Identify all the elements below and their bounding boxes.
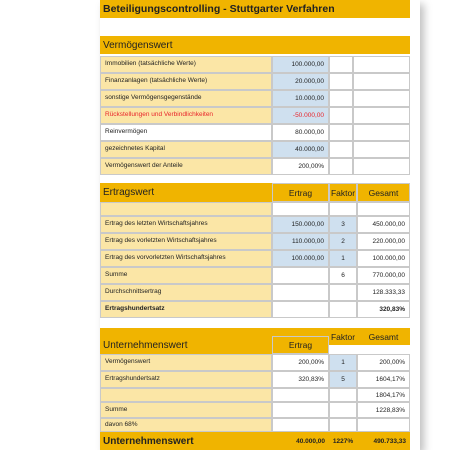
value-cell: 80.000,00	[272, 124, 329, 141]
column-header-faktor: Faktor	[329, 328, 357, 345]
table-row	[100, 90, 410, 107]
final-label: Unternehmenswert	[100, 432, 272, 450]
table-row	[100, 388, 410, 402]
gesamt-cell: 320,83%	[357, 301, 410, 318]
table-row	[100, 233, 410, 250]
gesamt-cell: 1604,17%	[357, 371, 410, 388]
faktor-cell[interactable]: 1	[329, 354, 357, 371]
row-label	[100, 388, 272, 402]
row-label: Durchschnittsertrag	[100, 284, 272, 301]
column-header-gesamt: Gesamt	[357, 328, 410, 345]
gesamt-cell: 770.000,00	[357, 267, 410, 284]
unternehmen-header-row	[100, 336, 410, 354]
ertrag-cell	[272, 402, 329, 418]
final-gesamt-value: 490.733,33	[357, 432, 410, 450]
faktor-cell: 6	[329, 267, 357, 284]
table-row	[100, 418, 410, 432]
column-header-ertrag: Ertrag	[272, 183, 329, 202]
row-label: Finanzanlagen (tatsächliche Werte)	[100, 73, 272, 90]
ertrag-header-row	[100, 183, 410, 202]
final-ertrag-value: 40.000,00	[272, 432, 329, 450]
document-title: Beteiligungscontrolling - Stuttgarter Verfahren	[103, 3, 335, 15]
column-header-gesamt: Gesamt	[357, 183, 410, 202]
table-row	[100, 107, 410, 124]
table-row	[100, 301, 410, 318]
table-row	[100, 73, 410, 90]
column-header-ertrag: Ertrag	[272, 336, 329, 354]
gesamt-cell: 100.000,00	[357, 250, 410, 267]
table-row	[100, 216, 410, 233]
spreadsheet-document	[100, 0, 420, 450]
table-row	[100, 158, 410, 175]
gesamt-cell: 1804,17%	[357, 388, 410, 402]
table-row	[100, 402, 410, 418]
gesamt-cell: 450.000,00	[357, 216, 410, 233]
table-row	[100, 141, 410, 158]
value-cell[interactable]: 20.000,00	[272, 73, 329, 90]
table-row	[100, 371, 410, 388]
row-label: Reinvermögen	[100, 124, 272, 141]
row-label: Immobilien (tatsächliche Werte)	[100, 56, 272, 73]
row-label: Ertragshundertsatz	[100, 371, 272, 388]
table-row	[100, 250, 410, 267]
ertrag-cell	[272, 301, 329, 318]
faktor-cell	[329, 284, 357, 301]
faktor-cell	[329, 418, 357, 432]
final-result-row	[100, 432, 410, 450]
faktor-cell	[329, 388, 357, 402]
ertrag-cell[interactable]: 100.000,00	[272, 250, 329, 267]
faktor-cell[interactable]: 1	[329, 250, 357, 267]
table-row	[100, 124, 410, 141]
unternehmen-heading: Unternehmenswert	[100, 336, 272, 354]
row-label: gezeichnetes Kapital	[100, 141, 272, 158]
ertrag-cell	[272, 388, 329, 402]
value-cell[interactable]: 40.000,00	[272, 141, 329, 158]
ertrag-cell: 200,00%	[272, 354, 329, 371]
gesamt-cell: 220.000,00	[357, 233, 410, 250]
row-label: Rückstellungen und Verbindlichkeiten	[100, 107, 272, 124]
row-label: davon 68%	[100, 418, 272, 432]
row-label: Ertrag des vorvorletzten Wirtschaftsjahres	[100, 250, 272, 267]
table-row	[100, 267, 410, 284]
row-label: Vermögenswert	[100, 354, 272, 371]
faktor-cell	[329, 301, 357, 318]
gesamt-cell: 1228,83%	[357, 402, 410, 418]
row-label: Ertrag des letzten Wirtschaftsjahres	[100, 216, 272, 233]
value-cell: 200,00%	[272, 158, 329, 175]
vermoegen-heading: Vermögenswert	[100, 36, 372, 54]
value-cell[interactable]: 100.000,00	[272, 56, 329, 73]
gesamt-cell: 128.333,33	[357, 284, 410, 301]
gesamt-cell: 200,00%	[357, 354, 410, 371]
faktor-cell	[329, 402, 357, 418]
ertrag-cell	[272, 267, 329, 284]
row-label: Ertragshundertsatz	[100, 301, 272, 318]
faktor-cell[interactable]: 5	[329, 371, 357, 388]
vermoegen-header-row	[100, 36, 410, 54]
ertrag-cell: 320,83%	[272, 371, 329, 388]
final-faktor-value: 1227%	[329, 432, 357, 450]
table-row	[100, 284, 410, 301]
spacer-row	[100, 202, 410, 216]
row-label: Summe	[100, 402, 272, 418]
ertrag-cell[interactable]: 150.000,00	[272, 216, 329, 233]
ertrag-cell	[272, 418, 329, 432]
gesamt-cell	[357, 418, 410, 432]
column-header-faktor: Faktor	[329, 183, 357, 202]
table-row	[100, 354, 410, 371]
row-label: Vermögenswert der Anteile	[100, 158, 272, 175]
faktor-cell[interactable]: 2	[329, 233, 357, 250]
row-label: sonstige Vermögensgegenstände	[100, 90, 272, 107]
value-cell[interactable]: 10.000,00	[272, 90, 329, 107]
ertrag-cell[interactable]: 110.000,00	[272, 233, 329, 250]
row-label: Summe	[100, 267, 272, 284]
row-label: Ertrag des vorletzten Wirtschaftsjahres	[100, 233, 272, 250]
table-row	[100, 56, 410, 73]
title-bar	[100, 0, 410, 18]
ertrag-heading: Ertragswert	[100, 183, 272, 202]
faktor-cell[interactable]: 3	[329, 216, 357, 233]
ertrag-cell	[272, 284, 329, 301]
value-cell[interactable]: -50.000,00	[272, 107, 329, 124]
